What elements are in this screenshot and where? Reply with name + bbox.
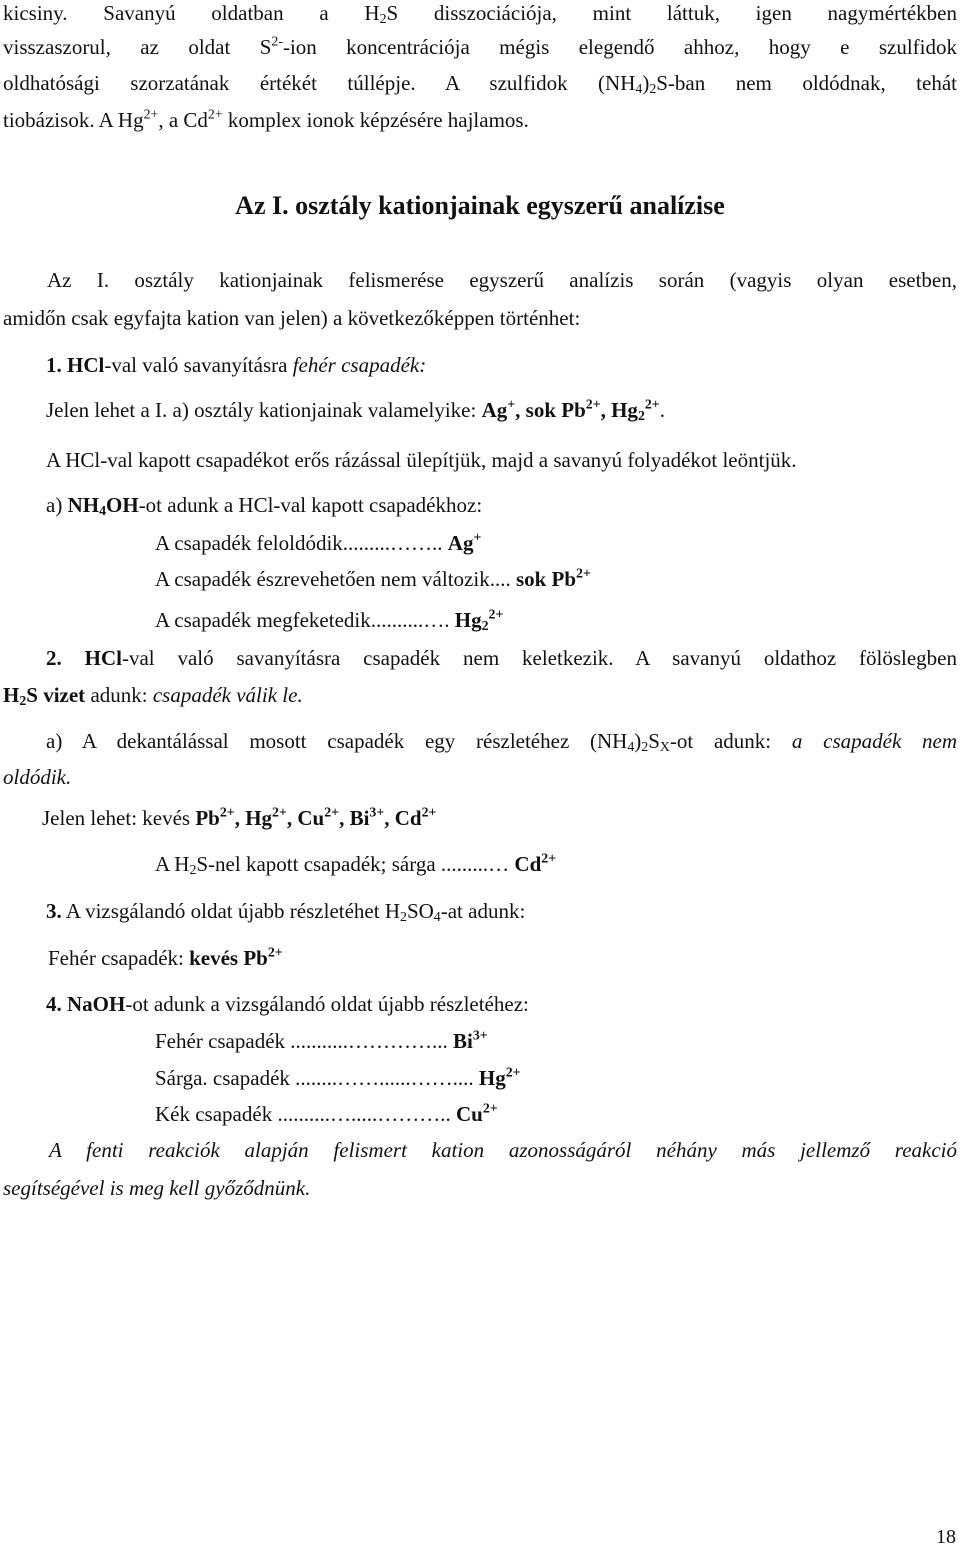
step4-result-hg: Sárga. csapadék ........……......…….... $Hg^{2+}$ [155, 1064, 521, 1090]
step2-result-cd: A $H_2S$-nel kapott csapadék; sárga .........… $Cd^{2+}$ [155, 850, 557, 878]
step1-possible-cations: Jelen lehet a I. a) osztály kationjainak valamelyike: Ag+, sok $Pb^{2+}$, $Hg_2^{2+}$. [46, 396, 665, 424]
step4-result-bi: Fehér csapadék ...........…………... $Bi^{3+}$ [155, 1027, 488, 1053]
step1-result-ag: A csapadék feloldódik.........…….. Ag+ [155, 529, 482, 555]
step2-possible-cations: Jelen lehet: kevés $Pb^{2+}$, $Hg^{2+}$, $Cu^{2+}$, $Bi^{3+}$, $Cd^{2+}$ [42, 804, 437, 830]
closing-line-2: segítségével is meg kell győződnünk. [3, 1176, 311, 1200]
closing-line-1: A fenti reakciók alapján felismert kation azonosságáról néhány más jellemző reakció [49, 1138, 957, 1162]
intro-line-2: visszaszorul, az oldat $S^{2-}$-ion koncentrációja mégis elegendő ahhoz, hogy e szulfidok [3, 33, 957, 59]
intro-line-1: kicsiny. Savanyú oldatban a $H_2S$ disszociációja, mint láttuk, igen nagymértékben [3, 1, 957, 27]
step3-result-pb: Fehér csapadék: kevés $Pb^{2+}$ [48, 944, 283, 970]
step2-a-line-1: a) A dekantálással mosott csapadék egy részletéhez $(NH_4)_2S_X-ot$ adunk: a csapadék nem [46, 729, 957, 755]
para1-line-1: Az I. osztály kationjainak felismerése egyszerű analízis során (vagyis olyan esetben, [47, 268, 957, 292]
step1-a-heading: a) $NH_4OH-ot$ adunk a HCl-val kapott csapadékhoz: [46, 493, 483, 519]
para1-line-2: amidőn csak egyfajta kation van jelen) a következőképpen történhet: [3, 306, 581, 330]
intro-line-3: oldhatósági szorzatának értékét túllépje. A szulfidok $(NH_4)_2S$-ban nem oldódnak, tehát [3, 71, 957, 97]
step1-result-hg: A csapadék megfeketedik..........…. $Hg_2^{2+}$ [155, 606, 504, 634]
page-number: 18 [936, 1526, 956, 1548]
step1-note: A HCl-val kapott csapadékot erős rázással ülepítjük, majd a savanyú folyadékot leöntjük. [46, 448, 797, 472]
step4-result-cu: Kék csapadék ..........….....……….. $Cu^{2+}$ [155, 1100, 498, 1126]
step2-a-line-2: oldódik. [3, 765, 72, 789]
step2-line-1: 2. HCl-val való savanyításra csapadék nem keletkezik. A savanyú oldathoz fölöslegben [46, 646, 957, 670]
section-title: Az I. osztály kationjainak egyszerű analízise [235, 191, 725, 220]
step1-heading: 1. HCl-val való savanyításra fehér csapadék: [46, 353, 427, 377]
step3-line-1: 3. A vizsgálandó oldat újabb részletéhet $H_2SO_4-at$ adunk: [46, 899, 526, 925]
intro-line-4: tiobázisok. A $Hg^{2+}$, a $Cd^{2+}$ komplex ionok képzésére hajlamos. [3, 106, 529, 132]
step1-result-pb: A csapadék észrevehetően nem változik.... sok $Pb^{2+}$ [155, 565, 591, 591]
step2-line-2: $H_2S$ vizet adunk: csapadék válik le. [3, 683, 303, 709]
step4-line-1: 4. NaOH-ot adunk a vizsgálandó oldat újabb részletéhez: [46, 992, 529, 1016]
